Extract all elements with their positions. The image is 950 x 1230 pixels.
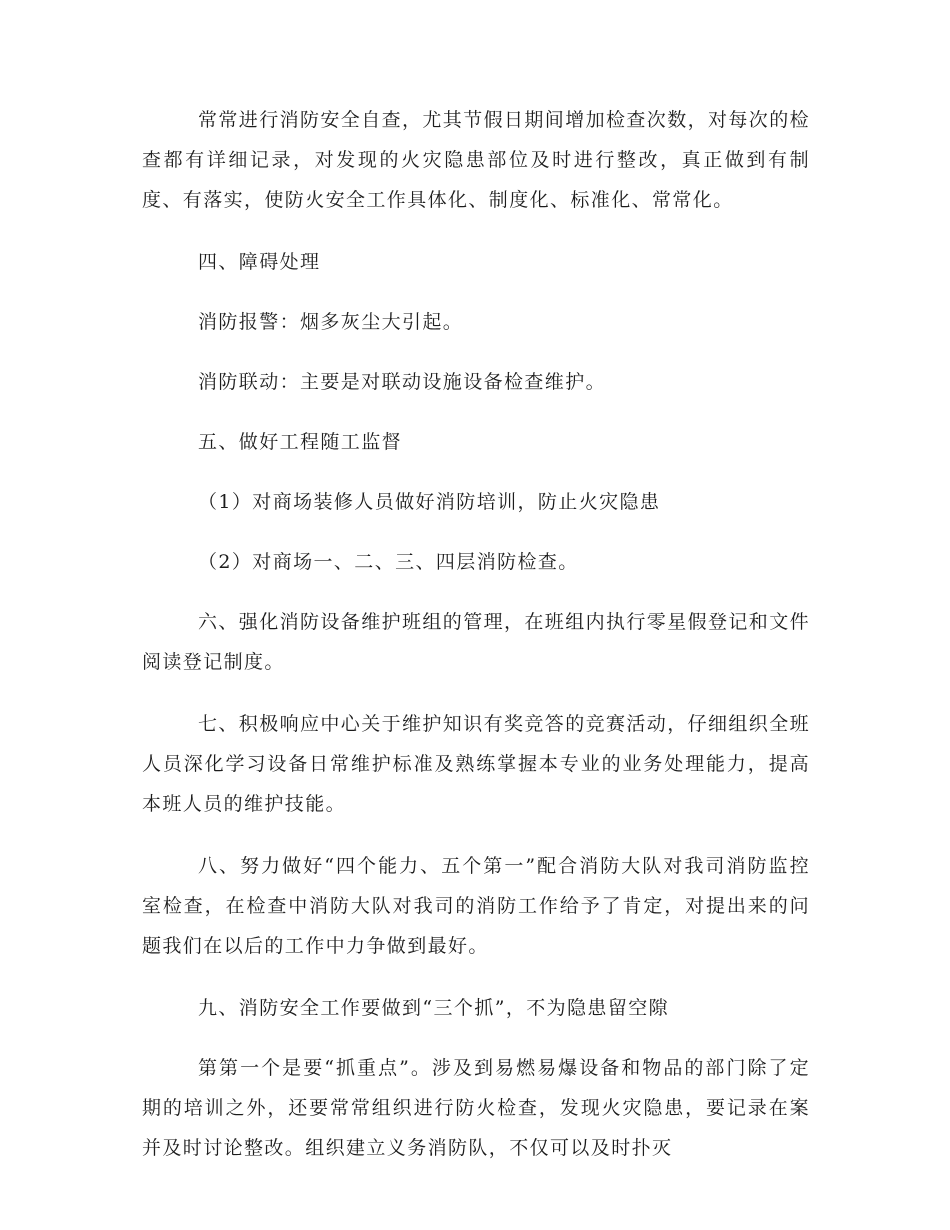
heading-fault-handling: 四、障碍处理 bbox=[198, 251, 321, 273]
heading-project-supervision: 五、做好工程随工监督 bbox=[198, 431, 403, 453]
paragraph-knowledge-contest: 七、积极响应中心关于维护知识有奖竞答的竞赛活动，仔细组织全班人员深化学习设备日常维护标准及熟练掌握本专业的业务处理能力，提高本班人员的维护技能。 bbox=[142, 713, 811, 815]
heading-three-grasps: 九、消防安全工作要做到“三个抓”，不为隐患留空隙 bbox=[198, 997, 670, 1019]
document-body bbox=[142, 100, 810, 1190]
paragraph-fire-brigade-inspection: 八、努力做好“四个能力、五个第一”配合消防大队对我司消防监控室检查，在检查中消防大队对我司的消防工作给予了肯定，对提出来的问题我们在以后的工作中力争做到最好。 bbox=[142, 855, 810, 957]
paragraph-fire-alarm: 消防报警：烟多灰尘大引起。 bbox=[198, 311, 464, 333]
list-item-1: （1）对商场装修人员做好消防培训，防止火灾隐患 bbox=[198, 491, 661, 513]
paragraph-grasp-key-points: 第第一个是要“抓重点”。涉及到易燃易爆设备和物品的部门除了定期的培训之外，还要常常组织进行防火检查，发现火灾隐患，要记录在案并及时讨论整改。组织建立义务消防队，不仅可以及时扑灭 bbox=[142, 1057, 810, 1159]
paragraph-self-inspection: 常常进行消防安全自查，尤其节假日期间增加检查次数，对每次的检查都有详细记录，对发现的火灾隐患部位及时进行整改，真正做到有制度、有落实，使防火安全工作具体化、制度化、标准化、常常化。 bbox=[142, 109, 811, 211]
paragraph-fire-linkage: 消防联动：主要是对联动设施设备检查维护。 bbox=[198, 371, 607, 393]
paragraph-team-management: 六、强化消防设备维护班组的管理，在班组内执行零星假登记和文件阅读登记制度。 bbox=[142, 611, 811, 673]
list-item-2: （2）对商场一、二、三、四层消防检查。 bbox=[198, 551, 579, 573]
